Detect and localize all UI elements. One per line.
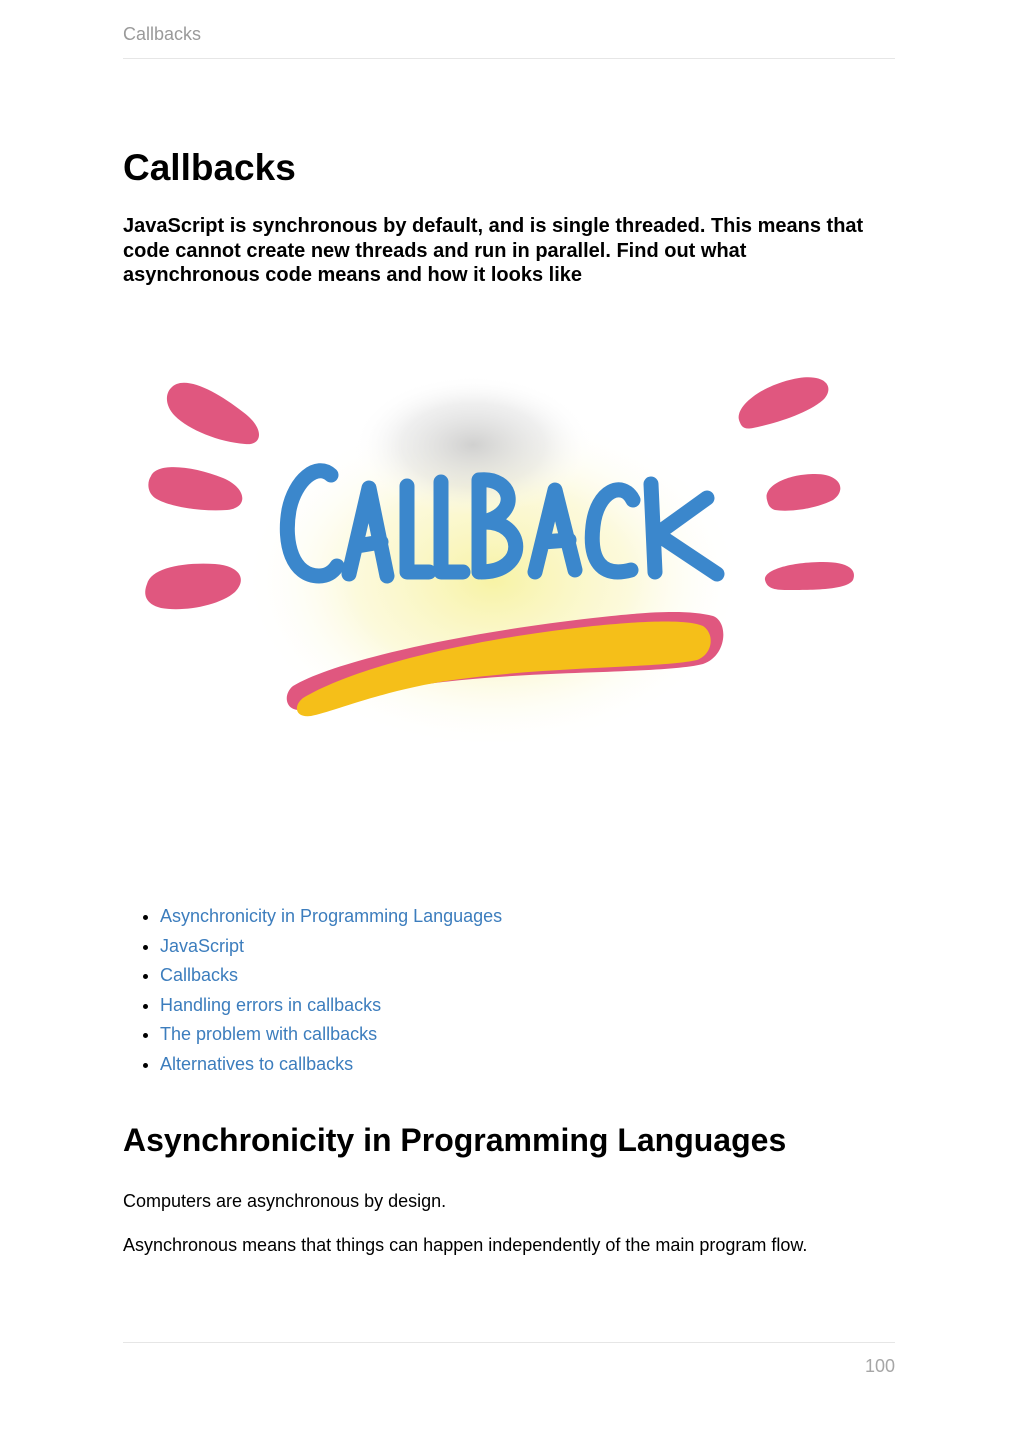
page-title: Callbacks <box>123 147 296 188</box>
toc-link-javascript[interactable]: JavaScript <box>160 935 245 956</box>
toc-link-handling-errors[interactable]: Handling errors in callbacks <box>160 994 382 1015</box>
left-dashes <box>145 383 259 609</box>
page-number: 100 <box>864 1356 895 1376</box>
table-of-contents <box>123 902 502 1080</box>
body-paragraph: Asynchronous means that things can happen independently of the main program flow. <box>123 1235 808 1255</box>
hero-illustration <box>123 350 883 770</box>
toc-link-problem-with-callbacks[interactable]: The problem with callbacks <box>160 1024 378 1045</box>
running-header: Callbacks <box>123 24 202 44</box>
toc-item <box>160 1020 502 1050</box>
footer-divider <box>123 1342 895 1343</box>
right-dashes <box>739 377 854 590</box>
toc-item <box>160 902 502 932</box>
header-divider <box>123 58 895 59</box>
body-paragraph: Computers are asynchronous by design. <box>123 1191 447 1211</box>
chapter-lede: JavaScript is synchronous by default, and is single threaded. This means that code cannot create new threads and run in parallel. Find out what asynchronous code means and how it looks like <box>123 215 864 286</box>
toc-link-asynchronicity[interactable]: Asynchronicity in Programming Languages <box>160 906 503 926</box>
toc-link-callbacks[interactable]: Callbacks <box>160 965 239 986</box>
toc-item <box>160 932 502 962</box>
toc-item <box>160 991 502 1021</box>
toc-item <box>160 1050 502 1080</box>
section-heading: Asynchronicity in Programming Languages <box>123 1122 787 1158</box>
toc-item <box>160 961 502 991</box>
toc-link-alternatives[interactable]: Alternatives to callbacks <box>160 1053 354 1074</box>
